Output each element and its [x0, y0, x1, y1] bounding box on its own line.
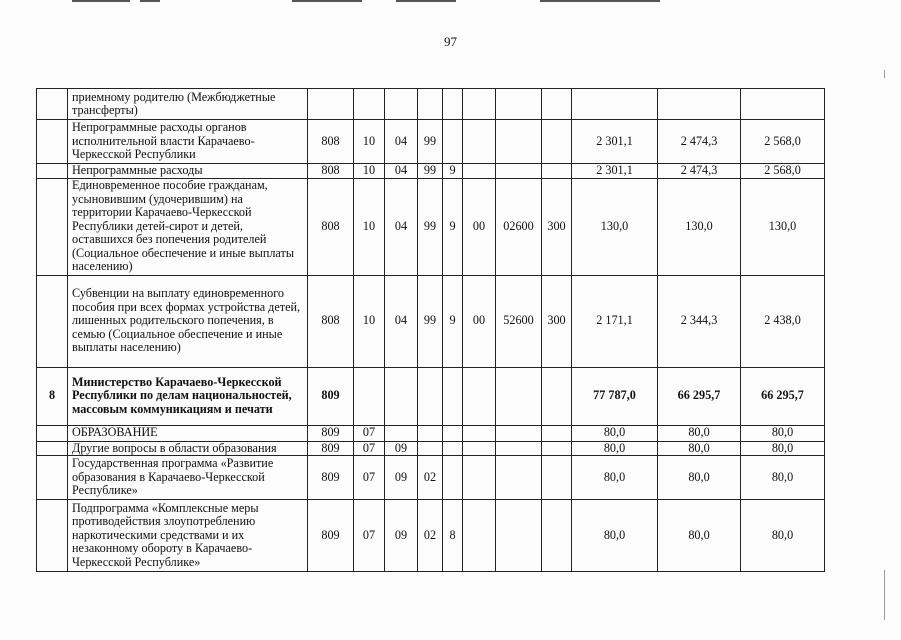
budget-table: [36, 88, 825, 572]
code-ved: 808: [308, 178, 354, 275]
table-row: [37, 425, 825, 441]
row-name: Другие вопросы в области образования: [68, 441, 308, 456]
code-section: 07: [354, 441, 385, 456]
scan-artifact: [540, 0, 660, 2]
page-number: 97: [444, 34, 457, 49]
code-subprogram: [443, 441, 463, 456]
code-direction: [496, 500, 542, 572]
code-main-event: 00: [463, 178, 496, 275]
row-number: [37, 425, 68, 441]
amount-year-3: 66 295,7: [741, 367, 825, 425]
code-program: [418, 367, 443, 425]
amount-year-2: 80,0: [658, 441, 741, 456]
table-row: [37, 275, 825, 367]
code-subsection: [385, 425, 418, 441]
code-subsection: 04: [385, 178, 418, 275]
code-program: 99: [418, 275, 443, 367]
code-direction: [496, 425, 542, 441]
table-row: [37, 89, 825, 120]
amount-year-1: 77 787,0: [572, 367, 658, 425]
code-direction: 02600: [496, 178, 542, 275]
code-expense-type: [542, 89, 572, 120]
code-ved: 809: [308, 367, 354, 425]
code-program: [418, 425, 443, 441]
code-direction: 52600: [496, 275, 542, 367]
amount-year-3: 130,0: [741, 178, 825, 275]
amount-year-1: 80,0: [572, 425, 658, 441]
table-row: [37, 367, 825, 425]
amount-year-2: 80,0: [658, 456, 741, 500]
code-expense-type: [542, 441, 572, 456]
row-number: [37, 441, 68, 456]
code-direction: [496, 441, 542, 456]
code-main-event: [463, 120, 496, 164]
scan-artifact: [884, 570, 885, 620]
amount-year-3: 80,0: [741, 425, 825, 441]
code-section: [354, 367, 385, 425]
code-program: [418, 441, 443, 456]
row-number: [37, 120, 68, 164]
code-direction: [496, 164, 542, 179]
row-number: [37, 178, 68, 275]
code-subsection: 04: [385, 120, 418, 164]
amount-year-3: 2 568,0: [741, 120, 825, 164]
row-name: Государственная программа «Развитие образования в Карачаево-Черкесской Республике»: [68, 456, 308, 500]
code-ved: 809: [308, 441, 354, 456]
amount-year-2: [658, 89, 741, 120]
code-main-event: [463, 500, 496, 572]
code-main-event: [463, 89, 496, 120]
code-expense-type: [542, 500, 572, 572]
amount-year-3: [741, 89, 825, 120]
amount-year-2: 2 344,3: [658, 275, 741, 367]
row-name: приемному родителю (Межбюджетные трансферты): [68, 89, 308, 120]
amount-year-3: 2 568,0: [741, 164, 825, 179]
code-ved: 809: [308, 425, 354, 441]
table-row: [37, 456, 825, 500]
amount-year-1: 80,0: [572, 456, 658, 500]
code-section: 10: [354, 164, 385, 179]
row-number: [37, 164, 68, 179]
code-program: 99: [418, 178, 443, 275]
amount-year-2: 80,0: [658, 500, 741, 572]
table-row: [37, 178, 825, 275]
code-subsection: 04: [385, 164, 418, 179]
code-program: 02: [418, 500, 443, 572]
code-subprogram: 9: [443, 178, 463, 275]
amount-year-2: 2 474,3: [658, 120, 741, 164]
amount-year-1: [572, 89, 658, 120]
code-direction: [496, 367, 542, 425]
row-number: [37, 500, 68, 572]
scan-artifact: [292, 0, 362, 2]
table-row: [37, 120, 825, 164]
code-section: 07: [354, 425, 385, 441]
row-name: Министерство Карачаево-Черкесской Республики по делам национальностей, массовым коммуникациям и печати: [68, 367, 308, 425]
code-expense-type: [542, 164, 572, 179]
code-subprogram: [443, 425, 463, 441]
code-subprogram: [443, 120, 463, 164]
row-name: ОБРАЗОВАНИЕ: [68, 425, 308, 441]
table-row: [37, 441, 825, 456]
row-name: Непрограммные расходы: [68, 164, 308, 179]
row-name: Единовременное пособие гражданам, усыновившим (удочерившим) на территории Карачаево-Черкесской Республики детей-сирот и детей, оставшихся без попечения родителей (Социальное обеспечение и иные выплаты населению): [68, 178, 308, 275]
code-subsection: 04: [385, 275, 418, 367]
amount-year-2: 80,0: [658, 425, 741, 441]
amount-year-3: 80,0: [741, 500, 825, 572]
amount-year-3: 80,0: [741, 441, 825, 456]
code-subprogram: 8: [443, 500, 463, 572]
code-direction: [496, 456, 542, 500]
amount-year-1: 80,0: [572, 500, 658, 572]
amount-year-2: 2 474,3: [658, 164, 741, 179]
row-number: 8: [37, 367, 68, 425]
amount-year-2: 66 295,7: [658, 367, 741, 425]
row-number: [37, 456, 68, 500]
code-program: 02: [418, 456, 443, 500]
code-section: 07: [354, 500, 385, 572]
code-section: [354, 89, 385, 120]
code-expense-type: 300: [542, 178, 572, 275]
code-ved: 808: [308, 275, 354, 367]
code-program: 99: [418, 164, 443, 179]
amount-year-1: 2 171,1: [572, 275, 658, 367]
code-subprogram: [443, 456, 463, 500]
code-subsection: 09: [385, 456, 418, 500]
code-ved: [308, 89, 354, 120]
code-subprogram: [443, 367, 463, 425]
code-subsection: [385, 367, 418, 425]
code-subsection: [385, 89, 418, 120]
code-main-event: [463, 367, 496, 425]
row-name: Непрограммные расходы органов исполнительной власти Карачаево-Черкесской Республики: [68, 120, 308, 164]
code-subsection: 09: [385, 441, 418, 456]
amount-year-1: 2 301,1: [572, 164, 658, 179]
code-program: 99: [418, 120, 443, 164]
code-subsection: 09: [385, 500, 418, 572]
amount-year-1: 130,0: [572, 178, 658, 275]
code-expense-type: [542, 367, 572, 425]
code-main-event: [463, 425, 496, 441]
code-expense-type: [542, 425, 572, 441]
table-row: [37, 500, 825, 572]
scan-artifact: [72, 0, 130, 2]
code-subprogram: 9: [443, 275, 463, 367]
code-subprogram: [443, 89, 463, 120]
row-name: Субвенции на выплату единовременного пособия при всех формах устройства детей, лишенных родительского попечения, в семью (Социальное обеспечение и иные выплаты населению): [68, 275, 308, 367]
row-name: Подпрограмма «Комплексные меры противодействия злоупотреблению наркотическими средствами и их незаконному обороту в Карачаево-Черкесской Республике»: [68, 500, 308, 572]
code-main-event: [463, 456, 496, 500]
scan-artifact: [396, 0, 456, 2]
amount-year-2: 130,0: [658, 178, 741, 275]
code-main-event: [463, 441, 496, 456]
amount-year-3: 80,0: [741, 456, 825, 500]
amount-year-3: 2 438,0: [741, 275, 825, 367]
code-ved: 809: [308, 500, 354, 572]
code-program: [418, 89, 443, 120]
row-number: [37, 275, 68, 367]
code-subprogram: 9: [443, 164, 463, 179]
code-direction: [496, 120, 542, 164]
code-section: 07: [354, 456, 385, 500]
code-section: 10: [354, 178, 385, 275]
code-direction: [496, 89, 542, 120]
code-ved: 809: [308, 456, 354, 500]
code-section: 10: [354, 120, 385, 164]
code-expense-type: [542, 120, 572, 164]
code-expense-type: 300: [542, 275, 572, 367]
table-row: [37, 164, 825, 179]
code-main-event: [463, 164, 496, 179]
code-main-event: 00: [463, 275, 496, 367]
code-expense-type: [542, 456, 572, 500]
scan-artifact: [884, 70, 885, 78]
code-ved: 808: [308, 164, 354, 179]
amount-year-1: 80,0: [572, 441, 658, 456]
code-ved: 808: [308, 120, 354, 164]
row-number: [37, 89, 68, 120]
amount-year-1: 2 301,1: [572, 120, 658, 164]
code-section: 10: [354, 275, 385, 367]
scan-artifact: [140, 0, 160, 2]
